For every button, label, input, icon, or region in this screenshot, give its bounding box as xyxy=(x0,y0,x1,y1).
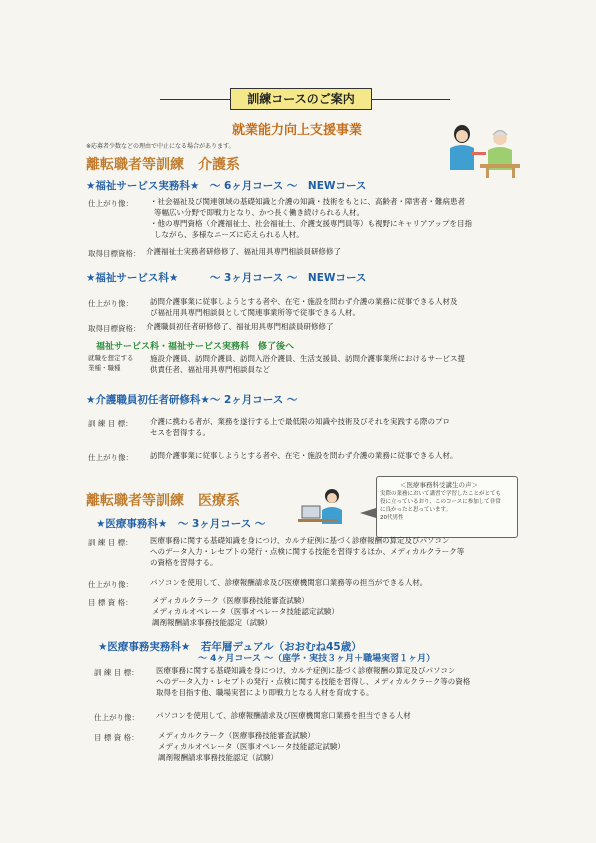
goal-line: しながら、多様なニーズに応えられる人材。 xyxy=(154,230,304,239)
qual-line: メディカルオペレータ（医事オペレータ技能認定試験） xyxy=(152,607,339,616)
medical-office-qual xyxy=(152,595,339,628)
goal-line: 等幅広い分野で即戦力となり、かつ長く働き続けられる人材。 xyxy=(154,208,364,217)
page-subtitle: 就業能力向上支援事業 xyxy=(232,123,363,138)
job-type-list xyxy=(150,353,520,375)
office-worker-pc-icon xyxy=(298,488,352,528)
job-line: 施設介護員、訪問介護員、訪問入浴介護員、生活支援員、訪問介護事業所におけるサービス提 xyxy=(150,354,465,363)
goal-line: 取得を目指す他、職場実習により即戦力となる人材を育成する。 xyxy=(156,688,374,697)
job-line: 供責任者、福祉用具専門相談員など xyxy=(150,365,270,374)
course-welfare-practical-title: ★福祉サービス実務科★ ～ 6ヶ月コース ～ NEWコース xyxy=(86,180,367,192)
after-completion-title: 福祉サービス科・福祉サービス実務科 修了後へ xyxy=(96,342,295,352)
voice-line: に良かったと思っています。 xyxy=(380,507,452,513)
welfare-practical-qual-label: 取得目標資格： xyxy=(88,249,141,258)
welfare-practical-goal xyxy=(150,196,520,240)
course-medical-office-title: ★医療事務科★ ～ 3ヶ月コース ～ xyxy=(96,518,266,530)
medical-office-goal xyxy=(150,535,525,568)
student-voice-body xyxy=(380,490,514,522)
welfare-service-qual: 介護職員初任者研修修了、福祉用具専門相談員研修修了 xyxy=(146,322,334,331)
medical-office-image-label: 仕上がり像： xyxy=(88,580,133,589)
goal-line: へのデータ入力・レセプトの発行・点検に関する技能を習得し、メディカルクラーク等の資格 xyxy=(156,677,471,686)
welfare-practical-qual: 介護福祉士実務者研修修了、福祉用具専門相談員研修修了 xyxy=(146,247,341,256)
goal-line: 訪問介護事業に従事しようとする者や、在宅・施設を問わず介護の業務に従事できる人材及 xyxy=(150,297,458,306)
goal-line: び福祉用具専門相談員として関連事業所等で従事できる人材。 xyxy=(150,308,360,317)
job-type-label-2: 業種・職種 xyxy=(88,364,121,372)
caregiver-elder-icon xyxy=(440,120,530,182)
welfare-service-qual-label: 取得目標資格： xyxy=(88,324,141,333)
goal-line: 介護に携わる者が、業務を遂行する上で最低限の知識や技術及びそれを実践する際のプロ xyxy=(150,417,450,426)
care-beginner-image: 訪問介護事業に従事しようとする者や、在宅・施設を問わず介護の業務に従事できる人材。 xyxy=(150,451,458,460)
care-beginner-goal-label: 訓 練 目 標： xyxy=(88,419,133,428)
banner-title: 訓練コースのご案内 xyxy=(230,88,372,110)
voice-line: 20代男性 xyxy=(380,515,404,521)
medical-office-image: パソコンを使用して、診療報酬請求及び医療機関窓口業務等の担当ができる人材。 xyxy=(150,578,428,587)
goal-line: セスを習得する。 xyxy=(150,428,210,437)
qual-line: 調剤報酬請求事務技能認定（試験） xyxy=(158,753,278,762)
kaigo-section-title: 離転職者等訓練 介護系 xyxy=(86,157,240,173)
medical-practical-goal-label: 訓 練 目 標： xyxy=(94,668,139,677)
medical-practical-image-label: 仕上がり像： xyxy=(94,713,139,722)
voice-line: 役に立っているおり、このコースに参加して非常 xyxy=(380,499,501,505)
voice-bubble-tail xyxy=(360,508,376,518)
goal-line: 医療事務に関する基礎知識を身につけ、カルテ症例に基づく診療報酬の算定及びパソコン xyxy=(150,536,450,545)
medical-practical-qual-label: 目 標 資 格： xyxy=(94,733,139,742)
welfare-service-goal xyxy=(150,296,520,318)
care-beginner-goal xyxy=(150,416,520,438)
voice-line: 実際の業務において講習で学習したことがとても xyxy=(380,491,502,497)
qual-line: メディカルオペレータ（医事オペレータ技能認定試験） xyxy=(158,742,345,751)
welfare-practical-goal-label: 仕上がり像： xyxy=(88,199,133,208)
qual-line: 調剤報酬請求事務技能認定（試験） xyxy=(152,618,272,627)
goal-line: の資格を習得する。 xyxy=(150,558,218,567)
care-beginner-image-label: 仕上がり像： xyxy=(88,453,133,462)
goal-line: 医療事務に関する基礎知識を身につけ、カルテ症例に基づく診療報酬の算定及びパソコン xyxy=(156,666,456,675)
medical-office-goal-label: 訓 練 目 標： xyxy=(88,538,133,547)
medical-office-qual-label: 目 標 資 格： xyxy=(88,598,133,607)
iryo-section-title: 離転職者等訓練 医療系 xyxy=(86,493,240,509)
medical-practical-qual xyxy=(158,730,345,763)
course-medical-practical-title: ★医療事務実務科★ 若年層デュアル（おおむね45歳） xyxy=(98,641,362,653)
course-medical-practical-subtitle: ～ 4ヶ月コース ～（座学・実技３ヶ月＋職場実習１ヶ月） xyxy=(198,654,436,664)
medical-practical-image: パソコンを使用して、診療報酬請求及び医療機関窓口業務を担当できる人材 xyxy=(156,711,411,720)
goal-line: ・他の専門資格（介護福祉士、社会福祉士、介護支援専門員等）も視野にキャリアアップを目指 xyxy=(150,219,472,228)
welfare-service-goal-label: 仕上がり像： xyxy=(88,299,133,308)
medical-practical-goal xyxy=(156,665,526,698)
qual-line: メディカルクラーク（医療事務技能審査試験） xyxy=(158,731,315,740)
job-type-label-1: 就職を想定する xyxy=(88,354,134,362)
course-welfare-service-title: ★福祉サービス科★ ～ 3ヶ月コース ～ NEWコース xyxy=(86,272,367,284)
notice-text: ※応募者少数などの理由で中止になる場合があります。 xyxy=(86,143,235,150)
goal-line: へのデータ入力・レセプトの発行・点検に関する技能を習得するほか、メディカルクラーク等 xyxy=(150,547,465,556)
student-voice-title: ＜医療事務科受講生の声＞ xyxy=(400,481,478,489)
qual-line: メディカルクラーク（医療事務技能審査試験） xyxy=(152,596,309,605)
goal-line: ・社会福祉及び関連領域の基礎知識と介護の知識・技術をもとに、高齢者・障害者・難病患者 xyxy=(150,197,465,206)
course-care-beginner-title: ★介護職員初任者研修科★～ 2ヶ月コース ～ xyxy=(86,394,298,406)
